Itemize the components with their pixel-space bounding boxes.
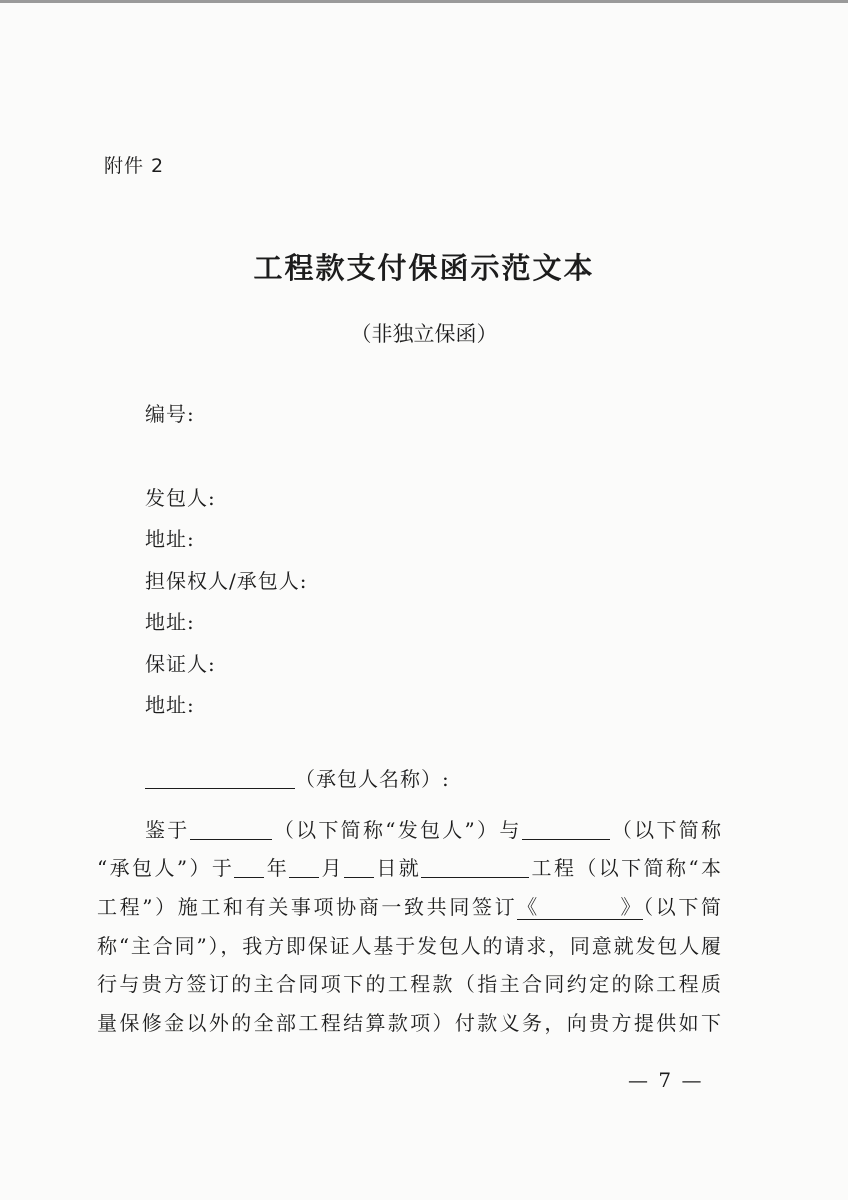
body-text: 工程（以下简称“本 (529, 856, 722, 880)
body-line-1 (145, 814, 721, 843)
contract-title-blank: 《 》 (517, 895, 644, 919)
body-text: 日就 (373, 856, 422, 880)
body-text: 年 (264, 856, 290, 880)
body-text: 月 (319, 856, 344, 880)
contractor-name-blank (145, 768, 295, 789)
document-subtitle: （非独立保函） (350, 322, 498, 346)
body-line-4: 称“主合同”），我方即保证人基于发包人的请求，同意就发包人履 (97, 934, 721, 958)
salutation-line (145, 763, 450, 792)
body-text: （以下简称“发包人”）与 (271, 818, 522, 842)
body-text: “承包人”）于 (97, 856, 235, 880)
contractor-blank (522, 819, 610, 840)
body-text: （以下简称 (609, 818, 722, 842)
year-blank (234, 857, 264, 878)
page-top-edge (0, 0, 848, 3)
day-blank (344, 857, 374, 878)
body-line-5: 行与贵方签订的主合同项下的工程款（指主合同约定的除工程质 (97, 972, 721, 996)
attachment-label: 附件 2 (104, 155, 165, 177)
field-guarantor-address: 地址: (145, 693, 195, 717)
field-employer: 发包人: (145, 486, 216, 510)
field-employer-address: 地址: (145, 527, 195, 551)
body-line-6: 量保修金以外的全部工程结算款项）付款义务，向贵方提供如下 (97, 1011, 721, 1035)
field-number: 编号: (145, 402, 195, 426)
project-name-blank (421, 857, 529, 878)
field-beneficiary: 担保权人/承包人: (145, 569, 308, 593)
document-title: 工程款支付保函示范文本 (253, 251, 595, 285)
field-guarantor: 保证人: (145, 652, 216, 676)
salutation-text: （承包人名称）: (295, 767, 450, 791)
body-line-3 (97, 891, 721, 920)
body-text: 工程”）施工和有关事项协商一致共同签订 (97, 895, 518, 919)
body-text: 鉴于 (145, 818, 190, 842)
field-beneficiary-address: 地址: (145, 610, 195, 634)
month-blank (289, 857, 319, 878)
page-number: — 7 — (628, 1068, 704, 1092)
body-line-2 (97, 852, 721, 881)
body-text: （以下简 (643, 895, 722, 919)
employer-blank (190, 819, 272, 840)
